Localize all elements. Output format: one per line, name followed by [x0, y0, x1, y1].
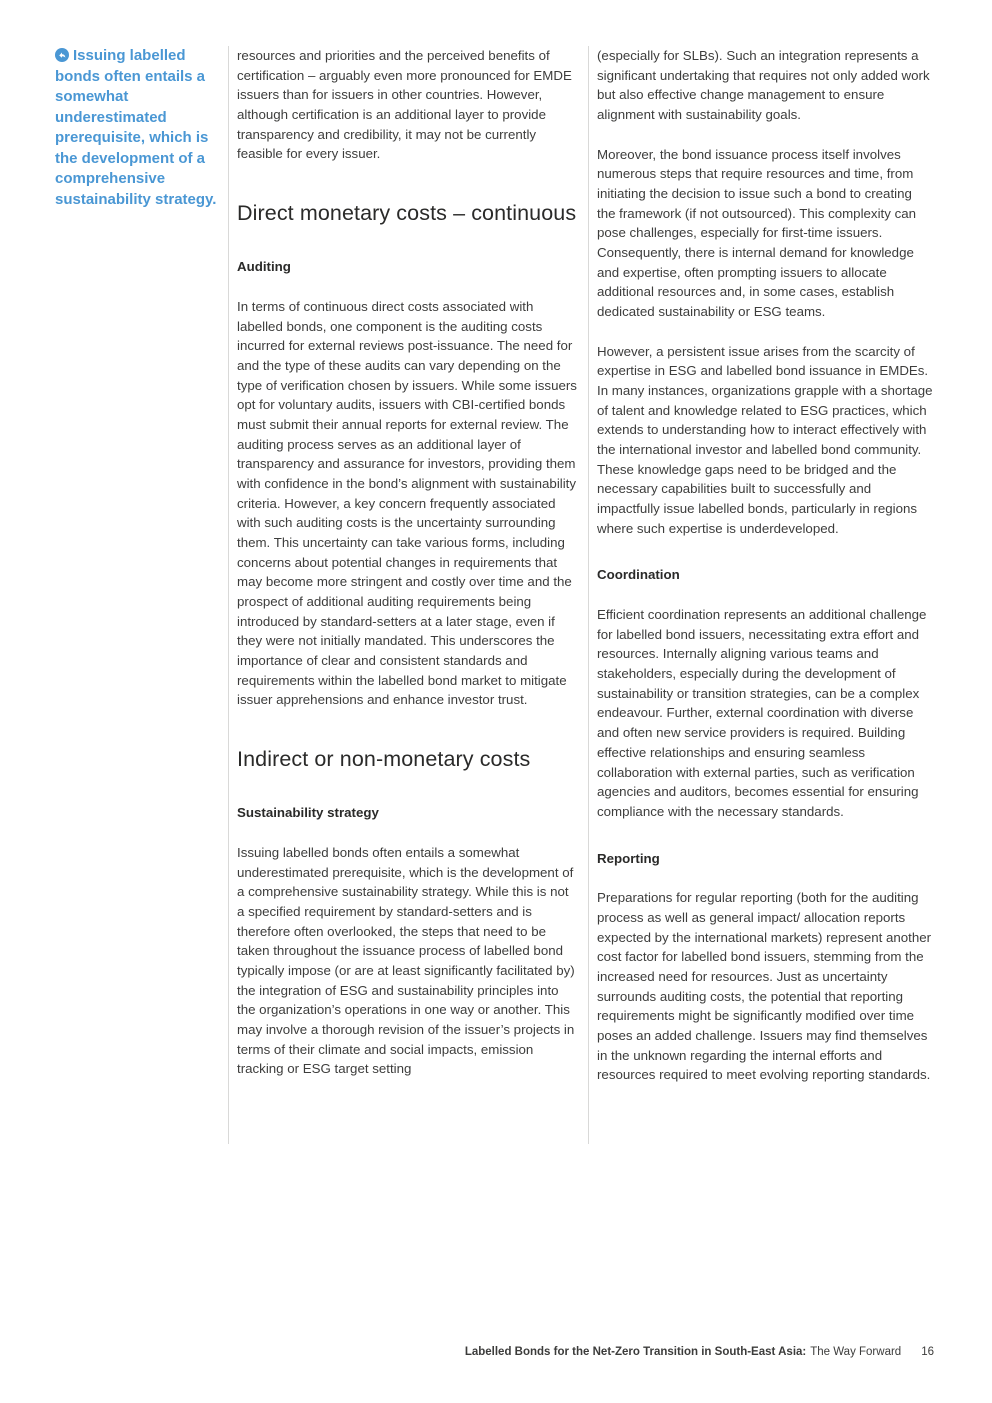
- footer-report-subtitle: The Way Forward: [810, 1346, 902, 1358]
- body-paragraph: (especially for SLBs). Such an integration represents a significant undertaking that requires not only added work but also effective change management to ensure alignment with sustainability goals.: [597, 48, 930, 123]
- column-divider: [228, 46, 229, 1144]
- column-divider: [588, 46, 589, 1144]
- subheading-coordination: Coordination: [597, 567, 680, 583]
- footer-page-number: 16: [921, 1346, 934, 1358]
- section-heading-indirect-costs: Indirect or non-monetary costs: [237, 747, 531, 772]
- quote-marker-icon: [55, 48, 69, 62]
- section-heading-direct-monetary-costs: Direct monetary costs – continuous: [237, 201, 577, 226]
- subheading-auditing: Auditing: [237, 259, 291, 275]
- subheading-reporting: Reporting: [597, 850, 660, 866]
- pull-quote-text: Issuing labelled bonds often entails a somewhat underestimated prerequisite, which is the development of a comprehensive sustainability strategy.: [55, 47, 217, 208]
- subheading-sustainability-strategy: Sustainability strategy: [237, 805, 379, 821]
- text-column-left: [237, 46, 577, 1099]
- text-column-right: [597, 46, 934, 1105]
- page-footer: [0, 1346, 934, 1360]
- body-paragraph: resources and priorities and the perceived benefits of certification – arguably even more pronounced for EMDE issuers than for issuers in other countries. However, although certification is an additional layer to provide transparency and credibility, it may not be currently feasible for every issuer.: [237, 48, 572, 162]
- body-paragraph: Preparations for regular reporting (both for the auditing process as well as general impact/ allocation reports expected by the international markets) represent another cost factor for labelled bond issuers, stemming from the increased need for resources. Just as uncertainty surrounds auditing costs, the potential that reporting requirements might be significantly modified over time poses an added challenge. Issuers may find themselves in the unknown regarding the internal efforts and resources required to meet evolving reporting standards.: [597, 890, 932, 1083]
- body-paragraph: Moreover, the bond issuance process itself involves numerous steps that require resources and time, from initiating the decision to issue such a bond to creating the framework (if not outsourced). This complexity can pose challenges, especially for first-time issuers. Consequently, there is internal demand for knowledge and expertise, often prompting issuers to allocate additional resources and, in some cases, establish dedicated sustainability or ESG teams.: [597, 146, 917, 320]
- body-paragraph: Efficient coordination represents an additional challenge for labelled bond issuers, necessitating extra effort and resources. Internally aligning various teams and stakeholders, especially during the development of sustainability or transition strategies, can be a complex endeavour. Further, external coordination with diverse and often new service providers is required. Building effective relationships and ensuring seamless collaboration with external parties, such as verification agencies and auditors, becomes essential for ensuring compliance with the necessary standards.: [597, 607, 927, 819]
- body-paragraph: However, a persistent issue arises from the scarcity of expertise in ESG and labelled bond issuance in EMDEs. In many instances, organizations grapple with a shortage of talent and knowledge related to ESG practices, which extends to understanding how to interact effectively with the international investor and labelled bond community. These knowledge gaps need to be bridged and the necessary capabilities built to successfully and impactfully issue labelled bonds, particularly in regions where such expertise is underdeveloped.: [597, 343, 933, 536]
- footer-report-title: Labelled Bonds for the Net-Zero Transition in South-East Asia:: [464, 1346, 807, 1358]
- sidebar-pull-quote: [55, 46, 220, 210]
- body-paragraph: In terms of continuous direct costs associated with labelled bonds, one component is the auditing costs incurred for external reviews post-issuance. The need for and the type of these audits can vary depending on the type of verification chosen by issuers. While some issuers opt for voluntary audits, issuers with CBI-certified bonds must submit their annual reports for external review. The auditing process serves as an additional layer of transparency and assurance for investors, providing them with confidence in the bond’s alignment with sustainability criteria. However, a key concern frequently associated with such auditing costs is the uncertainty surrounding them. This uncertainty can take various forms, including concerns about potential changes in requirements that may become more stringent and costly over time and the prospect of additional auditing requirements being introduced by standard-setters at a later stage, even if they were not initially mandated. This underscores the importance of clear and consistent standards and requirements within the labelled bond market to mitigate issuer apprehensions and enhance investor trust.: [237, 298, 577, 708]
- body-paragraph: Issuing labelled bonds often entails a somewhat underestimated prerequisite, which is the development of a comprehensive sustainability strategy. While this is not a specified requirement by standard-setters and is therefore often overlooked, the steps that need to be taken throughout the issuance process of labelled bond typically impose (or are at least significantly facilitated by) the integration of ESG and sustainability principles into the organization’s operations in one way or another. This may involve a thorough revision of the issuer’s projects in terms of their climate and social impacts, emission tracking or ESG target setting: [237, 844, 575, 1077]
